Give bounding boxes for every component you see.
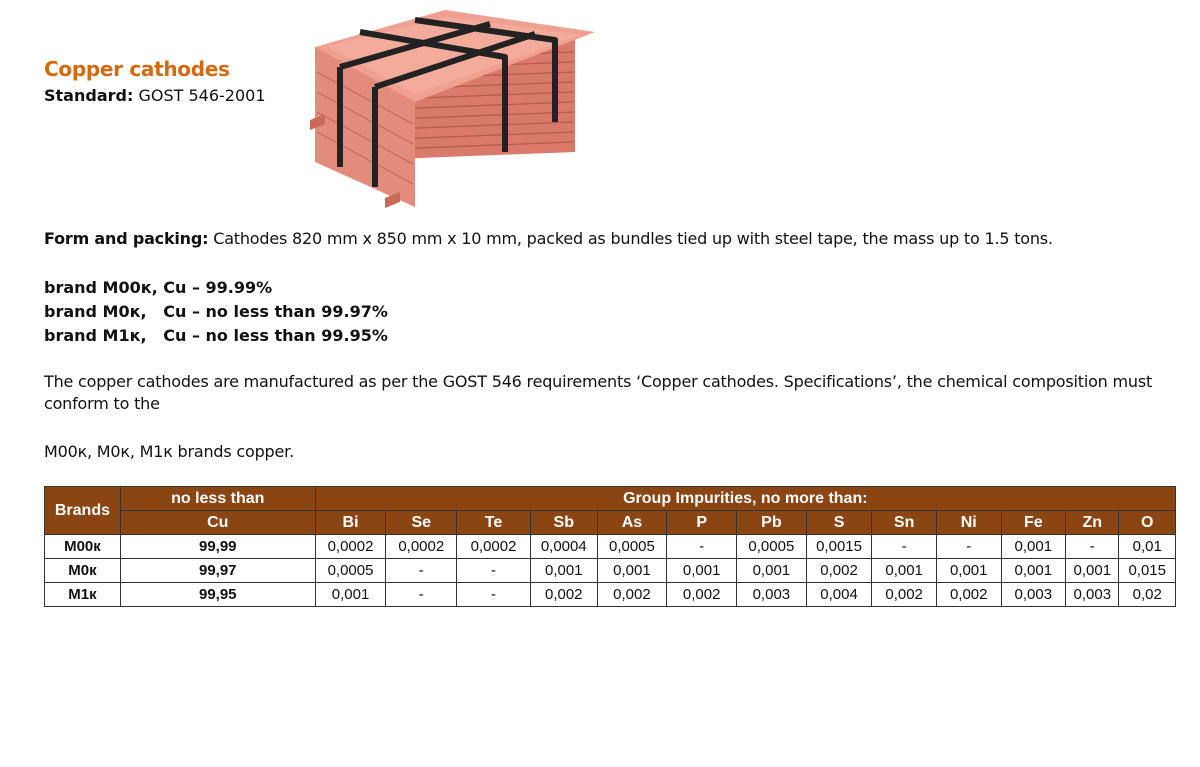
impurity-cell: 0,001: [1001, 559, 1066, 583]
impurity-cell: -: [667, 535, 737, 559]
table-row: [45, 583, 1176, 607]
element-header: As: [597, 511, 667, 535]
impurity-cell: -: [386, 559, 457, 583]
brand-list: [44, 276, 388, 348]
impurity-cell: 0,0005: [315, 559, 386, 583]
impurity-cell: 0,001: [936, 559, 1001, 583]
composition-table: [44, 486, 1176, 607]
form-label: Form and packing:: [44, 229, 209, 248]
element-header: Pb: [737, 511, 807, 535]
impurity-cell: -: [457, 583, 531, 607]
table-row: [45, 535, 1176, 559]
element-header: Se: [386, 511, 457, 535]
impurity-cell: 0,002: [597, 583, 667, 607]
cu-cell: 99,95: [120, 583, 315, 607]
impurity-cell: 0,002: [936, 583, 1001, 607]
brand-cell: M00к: [45, 535, 121, 559]
standard-value: GOST 546-2001: [138, 86, 266, 105]
form-text: Cathodes 820 mm x 850 mm x 10 mm, packed as bundles tied up with steel tape, the mass up to 1.5 tons.: [213, 229, 1053, 248]
impurity-cell: -: [386, 583, 457, 607]
impurity-cell: 0,003: [737, 583, 807, 607]
impurity-cell: 0,001: [1066, 559, 1119, 583]
standard-label: Standard:: [44, 86, 134, 105]
cu-header-top: no less than: [120, 487, 315, 511]
element-header: O: [1119, 511, 1176, 535]
element-header: S: [806, 511, 872, 535]
impurity-cell: 0,002: [530, 583, 597, 607]
impurity-cell: 0,0005: [597, 535, 667, 559]
element-header: Sn: [872, 511, 937, 535]
cu-cell: 99,97: [120, 559, 315, 583]
impurity-cell: 0,02: [1119, 583, 1176, 607]
page-title: Copper cathodes: [44, 57, 230, 81]
impurity-cell: 0,002: [872, 583, 937, 607]
impurity-cell: 0,0002: [315, 535, 386, 559]
impurity-cell: 0,0002: [386, 535, 457, 559]
brand-line: brand M0к, Cu – no less than 99.97%: [44, 302, 388, 321]
group-impurities-header: Group Impurities, no more than:: [315, 487, 1175, 511]
standard-line: [44, 86, 266, 105]
impurity-cell: 0,003: [1001, 583, 1066, 607]
impurity-cell: 0,001: [667, 559, 737, 583]
impurity-cell: 0,002: [806, 559, 872, 583]
brands-copper-line: M00к, M0к, M1к brands copper.: [44, 442, 294, 461]
element-header: Zn: [1066, 511, 1119, 535]
impurity-cell: 0,001: [737, 559, 807, 583]
impurity-cell: 0,001: [597, 559, 667, 583]
element-header: Ni: [936, 511, 1001, 535]
impurity-cell: -: [1066, 535, 1119, 559]
impurity-cell: 0,01: [1119, 535, 1176, 559]
form-and-packing: [44, 229, 1053, 248]
brand-cell: M1к: [45, 583, 121, 607]
description-paragraph: The copper cathodes are manufactured as per the GOST 546 requirements ‘Copper cathodes. Specifications’, the chemical composition must conform to the: [44, 372, 1153, 413]
brand-line: brand M00к, Cu – 99.99%: [44, 278, 273, 297]
impurity-cell: 0,004: [806, 583, 872, 607]
table-subheader-row: [45, 511, 1176, 535]
impurity-cell: 0,015: [1119, 559, 1176, 583]
copper-cathode-bundle-photo: [305, 2, 605, 212]
impurity-cell: 0,0005: [737, 535, 807, 559]
element-header: P: [667, 511, 737, 535]
impurity-cell: 0,001: [872, 559, 937, 583]
impurity-cell: 0,001: [530, 559, 597, 583]
table-body: [45, 535, 1176, 607]
element-header: Sb: [530, 511, 597, 535]
brand-line: brand M1к, Cu – no less than 99.95%: [44, 326, 388, 345]
cu-cell: 99,99: [120, 535, 315, 559]
impurity-cell: 0,002: [667, 583, 737, 607]
element-header: Fe: [1001, 511, 1066, 535]
impurity-cell: -: [457, 559, 531, 583]
impurity-cell: -: [872, 535, 937, 559]
table-row: [45, 559, 1176, 583]
impurity-cell: 0,001: [1001, 535, 1066, 559]
brand-cell: M0к: [45, 559, 121, 583]
impurity-cell: 0,001: [315, 583, 386, 607]
cu-header: Cu: [120, 511, 315, 535]
impurity-cell: 0,0004: [530, 535, 597, 559]
element-header: Bi: [315, 511, 386, 535]
brands-header: Brands: [45, 487, 121, 535]
element-header: Te: [457, 511, 531, 535]
table-header-row: [45, 487, 1176, 511]
impurity-cell: 0,0002: [457, 535, 531, 559]
impurity-cell: -: [936, 535, 1001, 559]
impurity-cell: 0,003: [1066, 583, 1119, 607]
impurity-cell: 0,0015: [806, 535, 872, 559]
